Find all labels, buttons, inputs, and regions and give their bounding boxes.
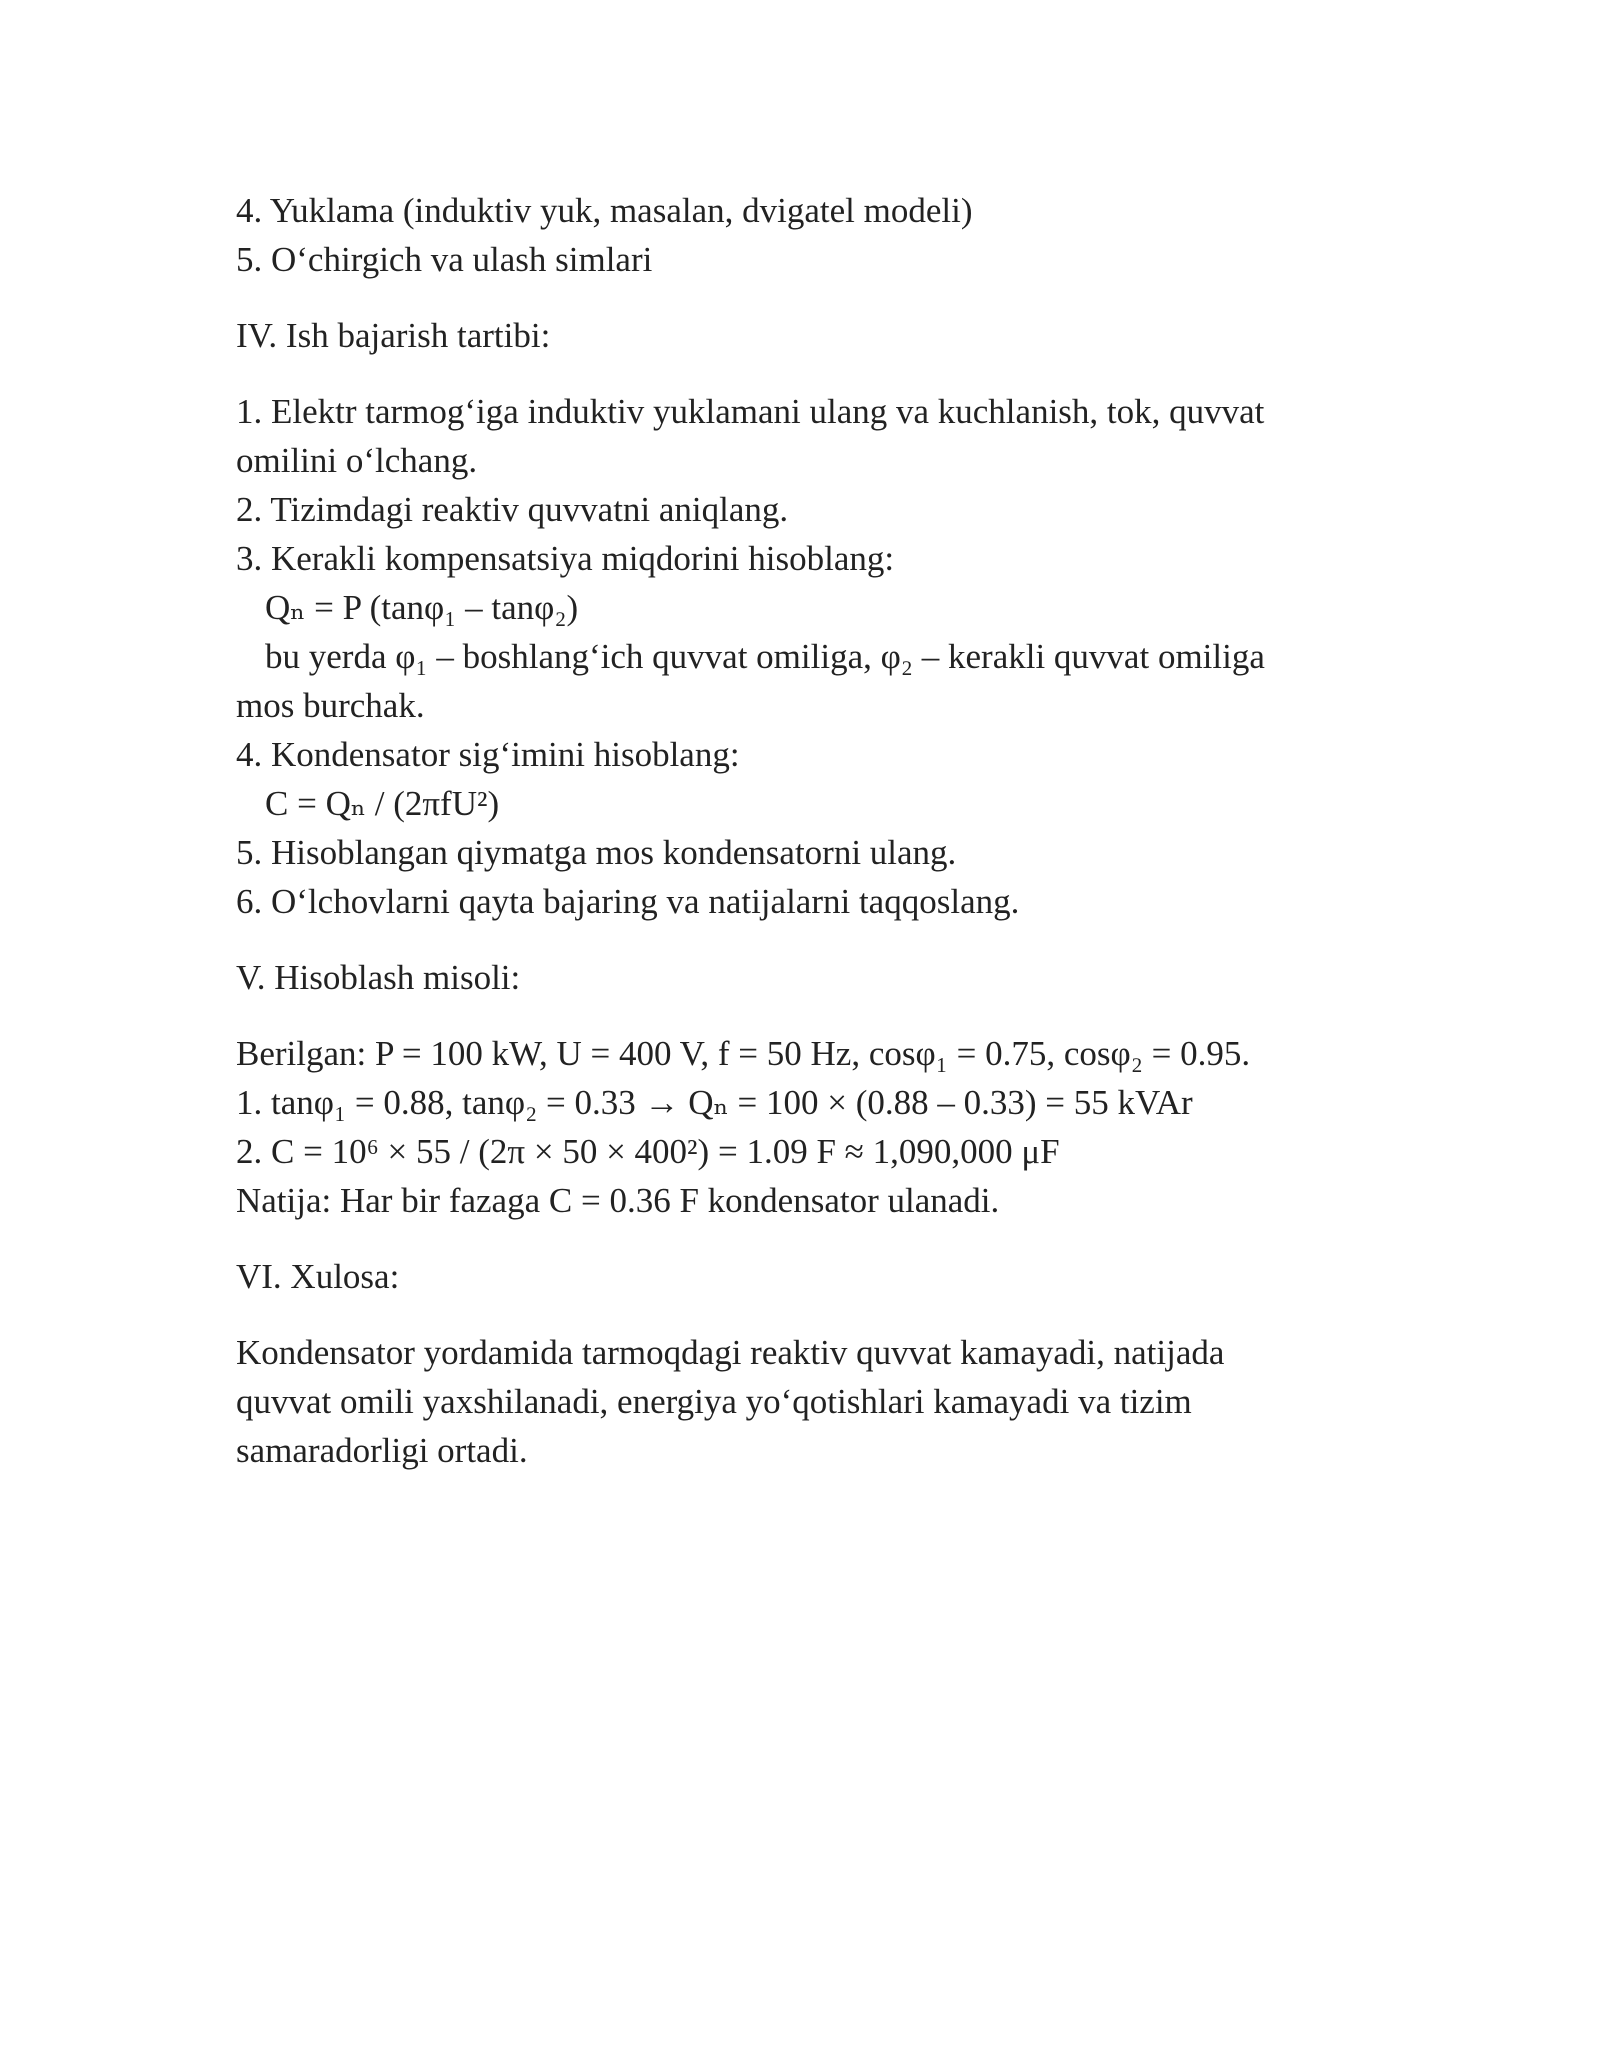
conclusion-line: Kondensator yordamida tarmoqdagi reaktiv quvvat kamayadi, natijada (236, 1333, 1225, 1372)
paragraph-gap (236, 1301, 1386, 1328)
procedure-steps (236, 387, 1386, 926)
paragraph-gap (236, 1225, 1386, 1252)
section-heading: VI. Xulosa: (236, 1257, 400, 1296)
section-heading: V. Hisoblash misoli: (236, 958, 521, 997)
formula-compensation: Qₙ = P (tanφ₁ – tanφ₂) (265, 588, 579, 627)
formula-explanation: bu yerda φ₁ – boshlang‘ich quvvat omiliga, φ₂ – kerakli quvvat omiliga (265, 637, 1265, 676)
list-item: 5. O‘chirgich va ulash simlari (236, 240, 653, 279)
conclusion-line: quvvat omili yaxshilanadi, energiya yo‘qotishlari kamayadi va tizim (236, 1382, 1192, 1421)
step-text: 5. Hisoblangan qiymatga mos kondensatorni ulang. (236, 833, 957, 872)
calculation-line: 2. C = 10⁶ × 55 / (2π × 50 × 400²) = 1.09 F ≈ 1,090,000 μF (236, 1132, 1060, 1171)
step-text: 1. Elektr tarmog‘iga induktiv yuklamani ulang va kuchlanish, tok, quvvat (236, 392, 1265, 431)
step-text: 3. Kerakli kompensatsiya miqdorini hisoblang: (236, 539, 895, 578)
calculation-example (236, 1029, 1386, 1225)
conclusion-paragraph (236, 1328, 1386, 1475)
calculation-result: Natija: Har bir fazaga C = 0.36 F kondensator ulanadi. (236, 1181, 1000, 1220)
paragraph-gap (236, 360, 1386, 387)
paragraph-gap (236, 926, 1386, 953)
formula-explanation: mos burchak. (236, 686, 425, 725)
step-text: 2. Tizimdagi reaktiv quvvatni aniqlang. (236, 490, 789, 529)
formula-capacitance: C = Qₙ / (2πfU²) (265, 784, 500, 823)
paragraph-gap (236, 284, 1386, 311)
list-item: 4. Yuklama (induktiv yuk, masalan, dvigatel modeli) (236, 191, 973, 230)
calculation-line: 1. tanφ₁ = 0.88, tanφ₂ = 0.33 → Qₙ = 100 × (0.88 – 0.33) = 55 kVAr (236, 1083, 1193, 1122)
step-text: 6. O‘lchovlarni qayta bajaring va natijalarni taqqoslang. (236, 882, 1020, 921)
materials-list (236, 186, 1386, 284)
step-text: omilini o‘lchang. (236, 441, 478, 480)
paragraph-gap (236, 1002, 1386, 1029)
page-content (236, 186, 1386, 1475)
section-heading: IV. Ish bajarish tartibi: (236, 316, 551, 355)
conclusion-line: samaradorligi ortadi. (236, 1431, 528, 1470)
given-values: Berilgan: P = 100 kW, U = 400 V, f = 50 Hz, cosφ₁ = 0.75, cosφ₂ = 0.95. (236, 1034, 1251, 1073)
step-text: 4. Kondensator sig‘imini hisoblang: (236, 735, 740, 774)
